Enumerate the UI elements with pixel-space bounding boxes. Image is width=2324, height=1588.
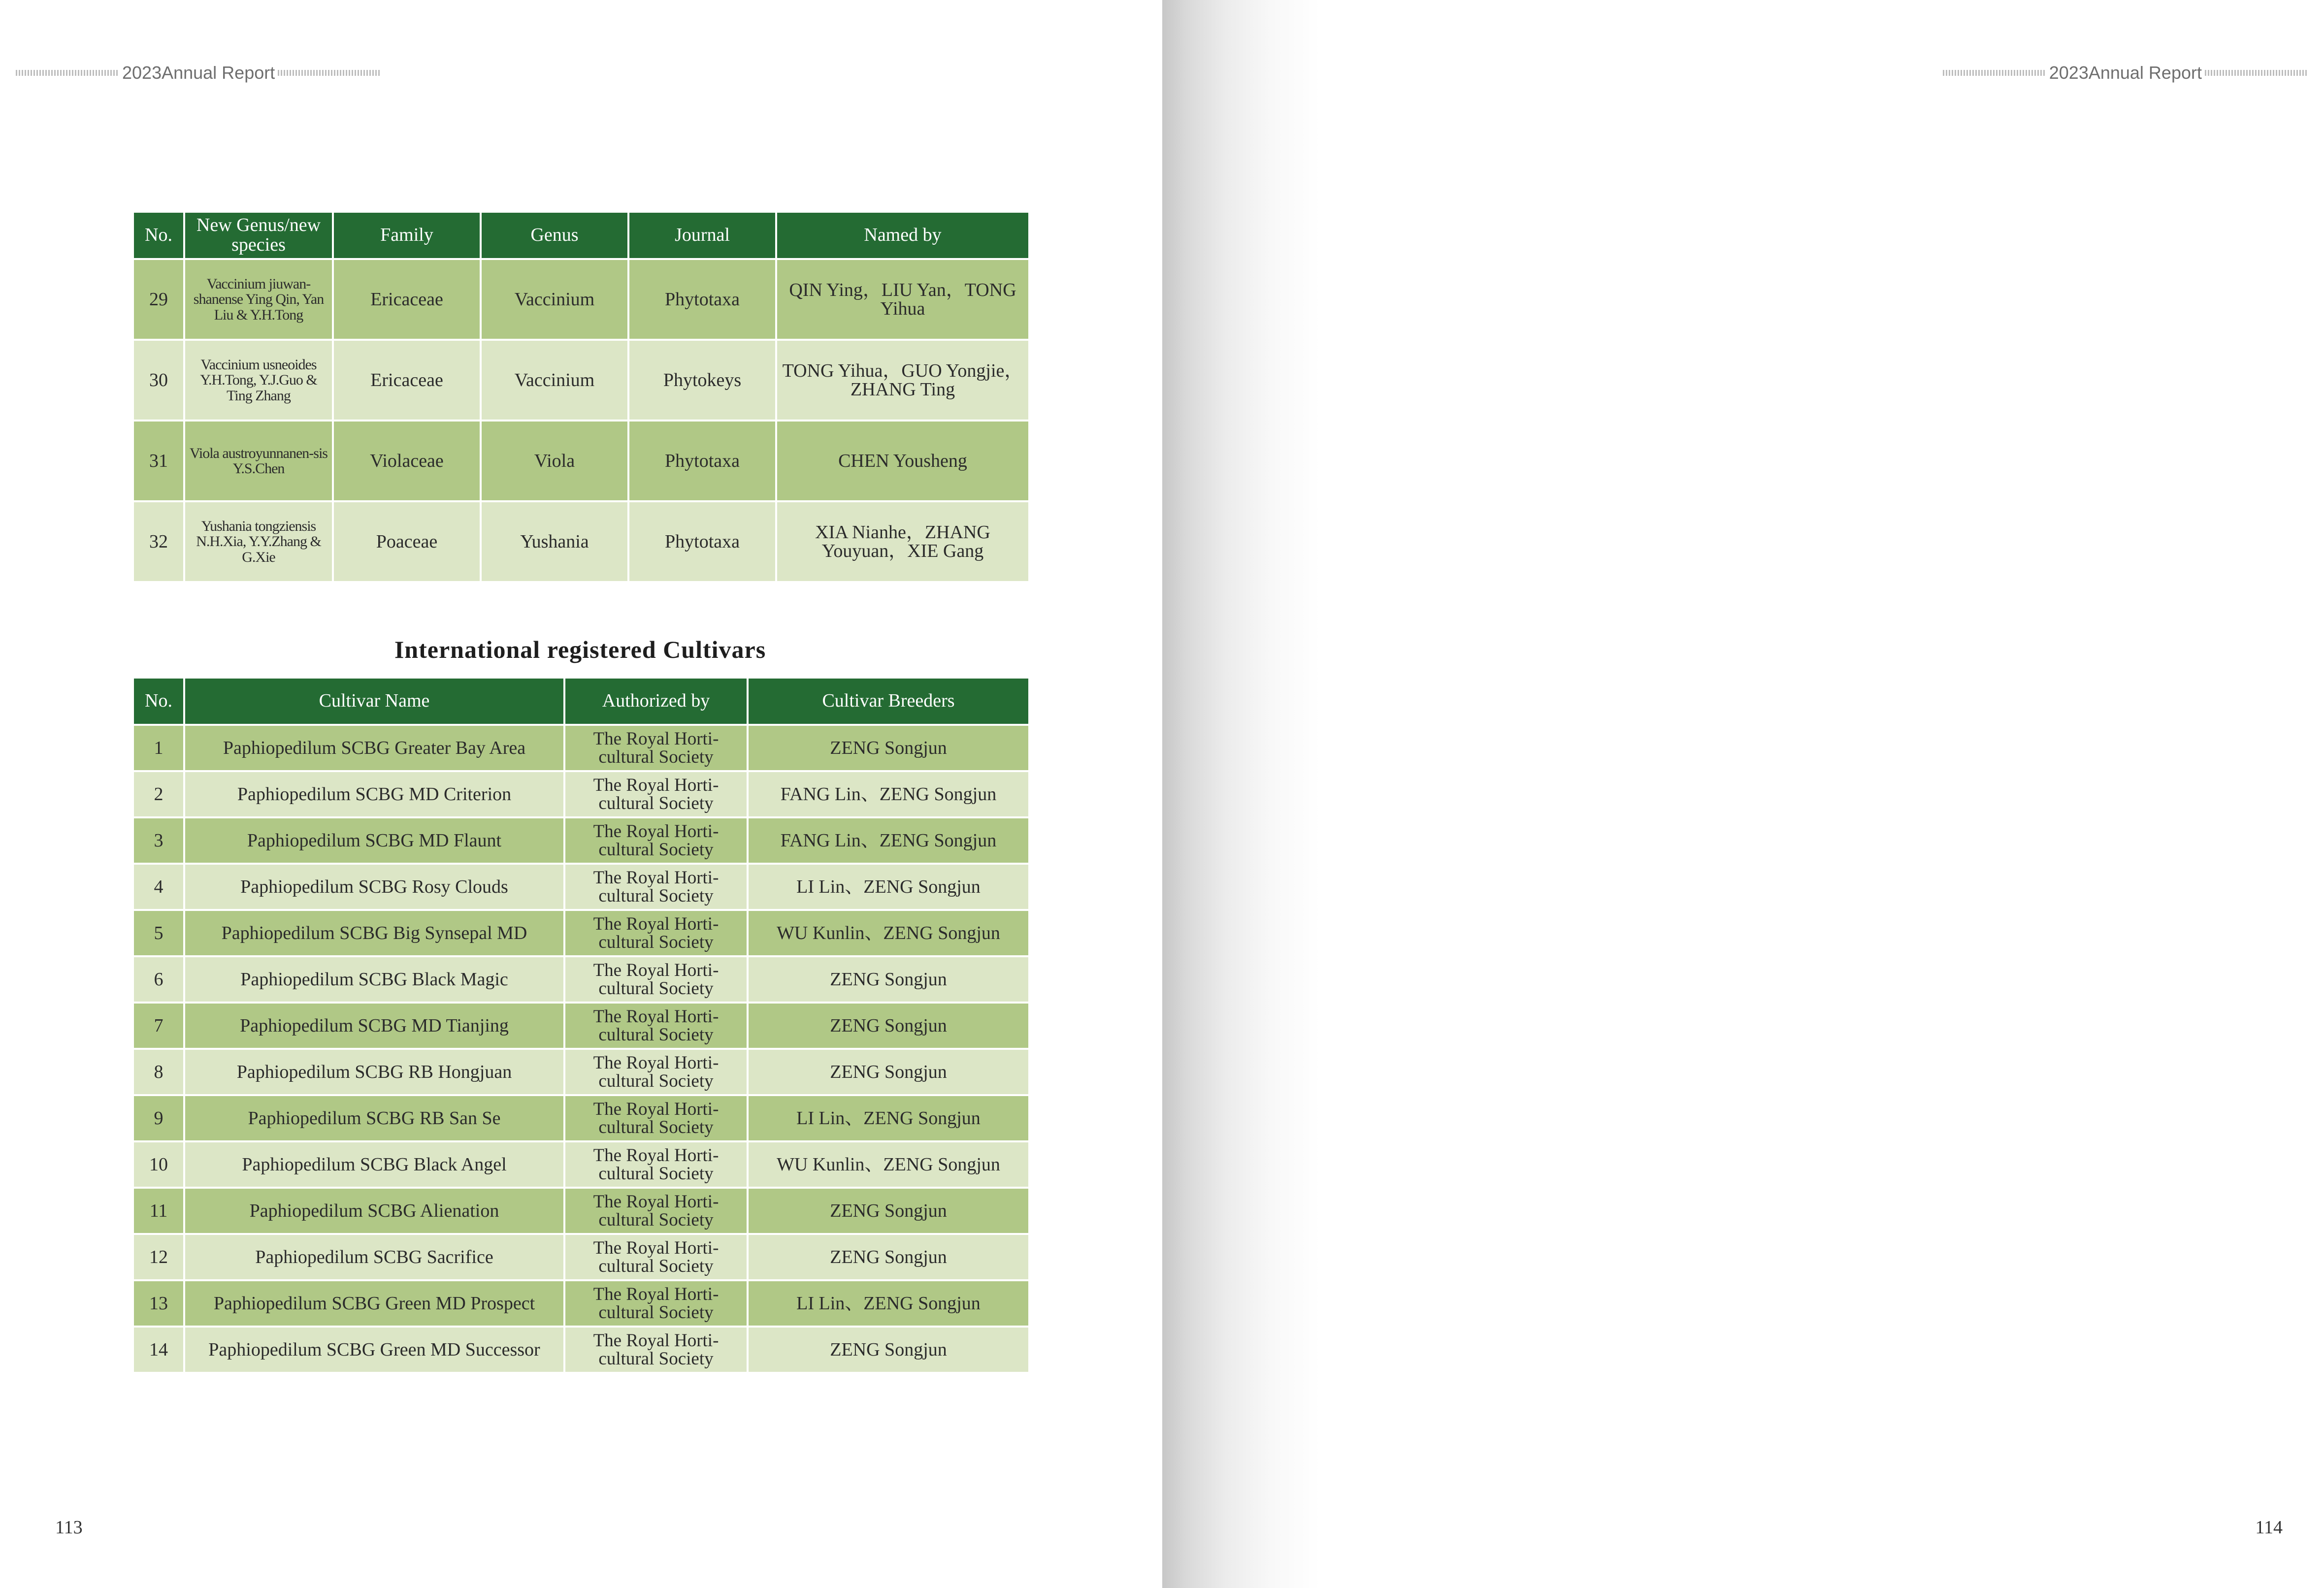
column-header: Family [333, 212, 481, 259]
column-header: No. [133, 678, 184, 725]
table-cell: The Royal Horti-cultural Society [564, 1280, 748, 1327]
table-cell: QIN Ying，LIU Yan，TONG Yihua [776, 259, 1029, 340]
table-row [133, 956, 1029, 1003]
table-cell: The Royal Horti-cultural Society [564, 864, 748, 910]
table-cell: The Royal Horti-cultural Society [564, 1327, 748, 1373]
column-header: New Genus/new species [184, 212, 333, 259]
table-cell: 3 [133, 817, 184, 864]
table-cell: Paphiopedilum SCBG MD Flaunt [184, 817, 564, 864]
table-cell: The Royal Horti-cultural Society [564, 1049, 748, 1095]
column-header: Cultivar Name [184, 678, 564, 725]
table-row [133, 501, 1029, 582]
table-row [133, 817, 1029, 864]
table-cell: The Royal Horti-cultural Society [564, 956, 748, 1003]
table-cell: The Royal Horti-cultural Society [564, 1003, 748, 1049]
table-cell: 13 [133, 1280, 184, 1327]
table-cell: Paphiopedilum SCBG Green MD Successor [184, 1327, 564, 1373]
table-cell: Paphiopedilum SCBG Black Angel [184, 1141, 564, 1188]
table-cell: TONG Yihua，GUO Yongjie，ZHANG Ting [776, 340, 1029, 421]
table-cell: Vaccinium jiuwan-shanense Ying Qin, Yan Liu & Y.H.Tong [184, 259, 333, 340]
table-cell: LI Lin、ZENG Songjun [748, 1280, 1029, 1327]
table-row [133, 1327, 1029, 1373]
table-row [133, 1141, 1029, 1188]
table-row [133, 1234, 1029, 1280]
table-cell: 10 [133, 1141, 184, 1188]
page-number-left: 113 [55, 1517, 83, 1538]
table-cell: ZENG Songjun [748, 725, 1029, 771]
table-cell: 5 [133, 910, 184, 956]
table-cell: FANG Lin、ZENG Songjun [748, 817, 1029, 864]
table-cell: The Royal Horti-cultural Society [564, 817, 748, 864]
table-cell: The Royal Horti-cultural Society [564, 1141, 748, 1188]
table-cell: Viola austroyunnanen-sis Y.S.Chen [184, 421, 333, 501]
table-cell: FANG Lin、ZENG Songjun [748, 771, 1029, 817]
table-cell: Violaceae [333, 421, 481, 501]
table-cell: The Royal Horti-cultural Society [564, 1188, 748, 1234]
table-cell: ZENG Songjun [748, 1188, 1029, 1234]
column-header: Genus [481, 212, 628, 259]
table-row [133, 1049, 1029, 1095]
table-cell: Paphiopedilum SCBG RB Hongjuan [184, 1049, 564, 1095]
column-header: No. [133, 212, 184, 259]
table-cell: Paphiopedilum SCBG MD Tianjing [184, 1003, 564, 1049]
table-cell: LI Lin、ZENG Songjun [748, 864, 1029, 910]
table-cell: WU Kunlin、ZENG Songjun [748, 1141, 1029, 1188]
table-cell: 4 [133, 864, 184, 910]
table-cell: Vaccinium [481, 259, 628, 340]
table-cell: 1 [133, 725, 184, 771]
table-row [133, 1003, 1029, 1049]
table-cell: ZENG Songjun [748, 1234, 1029, 1280]
header-dots [2205, 70, 2308, 76]
table-cell: The Royal Horti-cultural Society [564, 1095, 748, 1141]
running-head-right [1943, 63, 2308, 83]
table-cell: 8 [133, 1049, 184, 1095]
table-cell: 9 [133, 1095, 184, 1141]
table-cell: 29 [133, 259, 184, 340]
table-cell: Paphiopedilum SCBG Sacrifice [184, 1234, 564, 1280]
table-cell: The Royal Horti-cultural Society [564, 725, 748, 771]
column-header: Journal [628, 212, 776, 259]
table-row [133, 421, 1029, 501]
header-title: 2023Annual Report [2049, 63, 2202, 83]
table-cell: Paphiopedilum SCBG Rosy Clouds [184, 864, 564, 910]
table-cell: WU Kunlin、ZENG Songjun [748, 910, 1029, 956]
table-header-row [133, 678, 1029, 725]
table-cell: Phytokeys [628, 340, 776, 421]
right-page [1162, 0, 2324, 1588]
column-header: Named by [776, 212, 1029, 259]
table-cell: Yushania tongziensis N.H.Xia, Y.Y.Zhang & G.Xie [184, 501, 333, 582]
table-cell: ZENG Songjun [748, 1003, 1029, 1049]
table-cell: Poaceae [333, 501, 481, 582]
table-row [133, 1188, 1029, 1234]
table-cell: Paphiopedilum SCBG MD Criterion [184, 771, 564, 817]
cultivars-table-left [132, 677, 1030, 1374]
table-row [133, 771, 1029, 817]
section-title: International registered Cultivars [394, 636, 766, 663]
table-cell: CHEN Yousheng [776, 421, 1029, 501]
table-cell: LI Lin、ZENG Songjun [748, 1095, 1029, 1141]
table-cell: The Royal Horti-cultural Society [564, 771, 748, 817]
table-cell: 31 [133, 421, 184, 501]
table-cell: 2 [133, 771, 184, 817]
table-cell: Phytotaxa [628, 421, 776, 501]
table-cell: Paphiopedilum SCBG Greater Bay Area [184, 725, 564, 771]
table-row [133, 1095, 1029, 1141]
table-cell: 12 [133, 1234, 184, 1280]
table-cell: Viola [481, 421, 628, 501]
table-cell: Phytotaxa [628, 259, 776, 340]
table-cell: Vaccinium usneoides Y.H.Tong, Y.J.Guo & Ting Zhang [184, 340, 333, 421]
table-header-row [133, 212, 1029, 259]
table-cell: 6 [133, 956, 184, 1003]
table-cell: ZENG Songjun [748, 1049, 1029, 1095]
table-cell: Vaccinium [481, 340, 628, 421]
column-header: Cultivar Breeders [748, 678, 1029, 725]
header-dots [278, 70, 381, 76]
table-cell: XIA Nianhe，ZHANG Youyuan，XIE Gang [776, 501, 1029, 582]
table-cell: 14 [133, 1327, 184, 1373]
table-cell: Paphiopedilum SCBG Big Synsepal MD [184, 910, 564, 956]
table-cell: 32 [133, 501, 184, 582]
table-cell: Ericaceae [333, 259, 481, 340]
running-head-left [16, 63, 381, 83]
table-row [133, 259, 1029, 340]
table-cell: ZENG Songjun [748, 956, 1029, 1003]
header-dots [16, 70, 119, 76]
table-cell: Paphiopedilum SCBG Alienation [184, 1188, 564, 1234]
table-row [133, 1280, 1029, 1327]
table-cell: Paphiopedilum SCBG RB San Se [184, 1095, 564, 1141]
table-cell: Yushania [481, 501, 628, 582]
table-row [133, 340, 1029, 421]
table-row [133, 725, 1029, 771]
table-cell: Ericaceae [333, 340, 481, 421]
table-cell: The Royal Horti-cultural Society [564, 1234, 748, 1280]
table-cell: Paphiopedilum SCBG Black Magic [184, 956, 564, 1003]
table-cell: ZENG Songjun [748, 1327, 1029, 1373]
table-row [133, 910, 1029, 956]
header-title: 2023Annual Report [122, 63, 275, 83]
table-row [133, 864, 1029, 910]
table-cell: The Royal Horti-cultural Society [564, 910, 748, 956]
table-cell: 11 [133, 1188, 184, 1234]
table-cell: 30 [133, 340, 184, 421]
table-cell: Paphiopedilum SCBG Green MD Prospect [184, 1280, 564, 1327]
page-number-right: 114 [2255, 1517, 2283, 1538]
table-cell: 7 [133, 1003, 184, 1049]
new-species-table [132, 211, 1030, 583]
table-cell: Phytotaxa [628, 501, 776, 582]
column-header: Authorized by [564, 678, 748, 725]
header-dots [1943, 70, 2046, 76]
